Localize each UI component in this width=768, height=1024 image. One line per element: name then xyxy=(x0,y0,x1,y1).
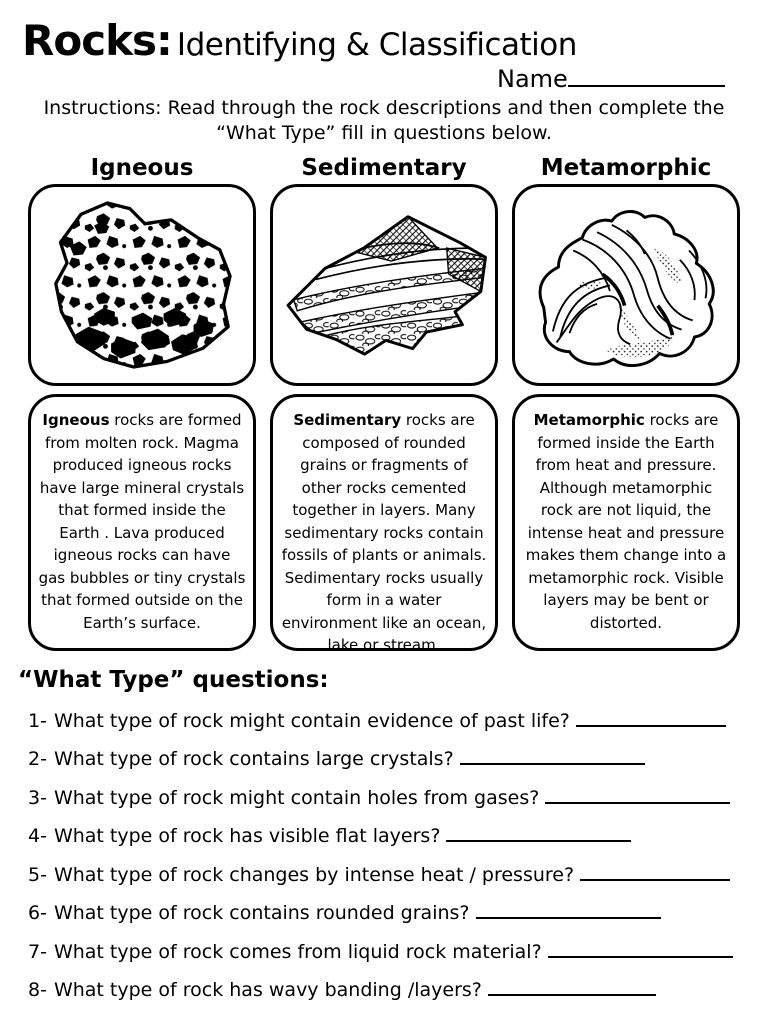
question-2-answer-blank[interactable] xyxy=(460,745,645,765)
question-1-text: What type of rock might contain evidence of past life? xyxy=(53,709,570,732)
header-metamorphic: Metamorphic xyxy=(540,155,712,182)
question-2 xyxy=(28,745,768,770)
metamorphic-image-box xyxy=(512,184,740,386)
name-fill-in-line[interactable] xyxy=(568,65,725,87)
metamorphic-description xyxy=(512,394,740,651)
sedimentary-rock-icon xyxy=(277,195,491,375)
sedimentary-description-lead: Sedimentary xyxy=(293,411,402,430)
question-1-answer-blank[interactable] xyxy=(576,707,726,727)
sedimentary-description xyxy=(270,394,498,655)
instructions-line-2: “What Type” fill in questions below. xyxy=(216,122,552,145)
questions-list xyxy=(18,707,768,1002)
question-5-answer-blank[interactable] xyxy=(580,861,730,881)
rock-image-row xyxy=(0,184,768,386)
question-7-answer-blank[interactable] xyxy=(548,938,733,958)
question-8-number: 8- xyxy=(28,979,47,1002)
igneous-image-box xyxy=(28,184,256,386)
igneous-description-lead: Igneous xyxy=(42,411,110,430)
name-row xyxy=(497,65,768,93)
question-4 xyxy=(28,822,768,847)
question-6-answer-blank[interactable] xyxy=(476,899,661,919)
question-6 xyxy=(28,899,768,924)
header-igneous: Igneous xyxy=(90,155,194,182)
question-4-text: What type of rock has visible flat layers? xyxy=(53,825,441,848)
sedimentary-image-box xyxy=(270,184,498,386)
question-2-text: What type of rock contains large crystals? xyxy=(53,748,454,771)
question-8 xyxy=(28,976,768,1001)
question-1-number: 1- xyxy=(28,709,47,732)
question-4-answer-blank[interactable] xyxy=(446,822,631,842)
question-8-text: What type of rock has wavy banding /layers? xyxy=(53,979,482,1002)
question-5-text: What type of rock changes by intense heat / pressure? xyxy=(53,863,575,886)
question-6-number: 6- xyxy=(28,902,47,925)
question-6-text: What type of rock contains rounded grains? xyxy=(53,902,470,925)
question-8-answer-blank[interactable] xyxy=(488,976,656,996)
page-title xyxy=(0,0,768,65)
question-1 xyxy=(28,707,768,732)
question-5 xyxy=(28,861,768,886)
question-4-number: 4- xyxy=(28,825,47,848)
sedimentary-description-body: rocks are composed of rounded grains or fragments of other rocks cemented together in layers. Many sedimentary rocks contain fossils of plants or animals. Sedimentary rocks usually form in a water environment like an ocean, lake or stream. xyxy=(281,411,487,655)
question-3-answer-blank[interactable] xyxy=(545,784,730,804)
title-main: Rocks: xyxy=(22,16,172,65)
igneous-description xyxy=(28,394,256,651)
instructions xyxy=(0,96,768,146)
question-5-number: 5- xyxy=(28,863,47,886)
title-sub: Identifying & Classification xyxy=(176,27,577,63)
rock-description-row xyxy=(0,394,768,655)
igneous-rock-icon xyxy=(38,193,246,377)
igneous-description-body: rocks are formed from molten rock. Magma produced igneous rocks have large mineral crystals that formed inside the Earth . Lava produced igneous rocks can have gas bubbles or tiny crystals that formed outside on the Earth’s surface. xyxy=(38,411,246,632)
header-sedimentary: Sedimentary xyxy=(301,155,467,182)
question-3-text: What type of rock might contain holes from gases? xyxy=(53,786,540,809)
metamorphic-description-body: rocks are formed inside the Earth from heat and pressure. Although metamorphic rock are not liquid, the intense heat and pressure makes them change into a metamorphic rock. Visible layers may be bent or distorted. xyxy=(525,411,727,632)
questions-section xyxy=(18,667,768,1001)
question-7 xyxy=(28,938,768,963)
question-2-number: 2- xyxy=(28,748,47,771)
questions-heading: “What Type” questions: xyxy=(18,667,329,694)
question-7-text: What type of rock comes from liquid rock material? xyxy=(53,940,542,963)
question-7-number: 7- xyxy=(28,940,47,963)
name-label: Name xyxy=(497,65,568,93)
rock-type-headers xyxy=(0,155,768,181)
question-3 xyxy=(28,784,768,809)
question-3-number: 3- xyxy=(28,786,47,809)
instructions-line-1: Instructions: Read through the rock descriptions and then complete the xyxy=(43,97,725,119)
metamorphic-rock-icon xyxy=(518,194,734,376)
metamorphic-description-lead: Metamorphic xyxy=(533,411,645,430)
